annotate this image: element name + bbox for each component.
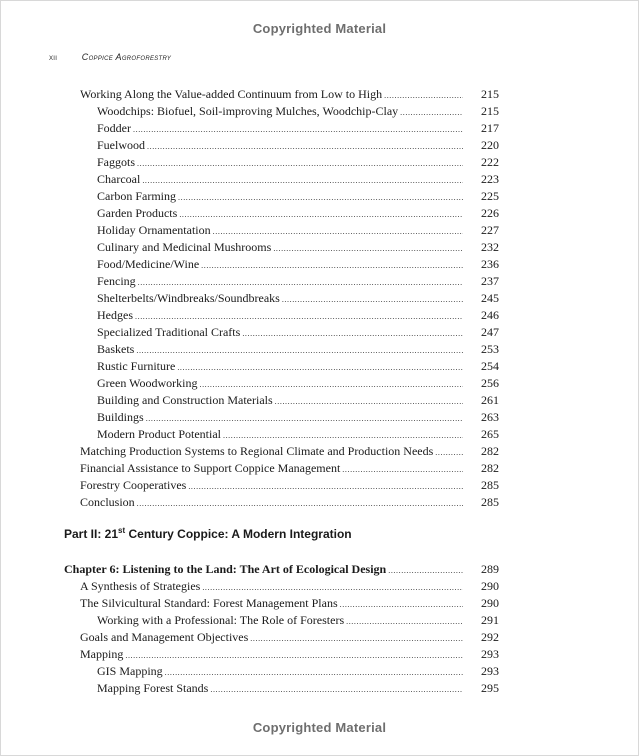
toc-page-number: 282 — [481, 444, 499, 458]
toc-entry — [97, 120, 465, 137]
toc-page-number: 263 — [481, 410, 499, 424]
toc-entry — [97, 392, 465, 409]
toc-entry — [80, 443, 465, 460]
toc-entry — [97, 137, 465, 154]
toc-entry-title: Green Woodworking — [97, 376, 198, 390]
toc-entry-title: Holiday Ornamentation — [97, 223, 211, 237]
toc-entry-title: Working with a Professional: The Role of Foresters — [97, 613, 345, 627]
dot-leader — [125, 647, 463, 664]
toc-page-number: 254 — [481, 359, 499, 373]
dot-leader — [179, 206, 463, 223]
toc-entry-title: Mapping Forest Stands — [97, 681, 209, 695]
dot-leader — [346, 613, 463, 630]
toc-chapter-entry — [64, 561, 465, 578]
toc-entry-title: Food/Medicine/Wine — [97, 257, 200, 271]
toc-entry-title: Mapping — [80, 647, 124, 661]
dot-leader — [177, 359, 463, 376]
dot-leader — [242, 325, 463, 342]
copyright-watermark-top: Copyrighted Material — [252, 21, 387, 36]
toc-entry — [80, 460, 465, 477]
toc-page-number: 253 — [481, 342, 499, 356]
dot-leader — [400, 104, 463, 121]
toc-page-number: 289 — [481, 562, 499, 576]
toc-entry — [97, 358, 465, 375]
dot-leader — [250, 630, 463, 647]
dot-leader — [136, 342, 463, 359]
toc-page-number: 293 — [481, 664, 499, 678]
toc-entry-title: Fuelwood — [97, 138, 145, 152]
dot-leader — [388, 562, 463, 579]
toc-entry-title: Hedges — [97, 308, 133, 322]
toc-entry — [97, 663, 465, 680]
toc-entry-title: Buildings — [97, 410, 144, 424]
toc-page-number: 220 — [481, 138, 499, 152]
toc-page-number: 282 — [481, 461, 499, 475]
toc-page-number: 236 — [481, 257, 499, 271]
toc-entry — [97, 426, 465, 443]
toc-entry-title: Financial Assistance to Support Coppice Management — [80, 461, 341, 475]
toc-page-number: 291 — [481, 613, 499, 627]
toc-entry-title: Faggots — [97, 155, 136, 169]
toc-entry — [97, 205, 465, 222]
part-heading-prefix: Part II: 21 — [64, 527, 119, 541]
dot-leader — [213, 223, 463, 240]
toc-entry-title: Working Along the Value-added Continuum from Low to High — [80, 87, 383, 101]
toc-entry — [97, 290, 465, 307]
dot-leader — [133, 121, 463, 138]
dot-leader — [137, 495, 463, 512]
toc-page-number: 247 — [481, 325, 499, 339]
toc-entry-title: Chapter 6: Listening to the Land: The Art of Ecological Design — [64, 562, 387, 576]
toc-entry-title: Forestry Cooperatives — [80, 478, 187, 492]
toc-entry — [97, 307, 465, 324]
toc-entry — [97, 256, 465, 273]
toc-page-number: 245 — [481, 291, 499, 305]
toc-entry — [97, 324, 465, 341]
toc-entry-title: Garden Products — [97, 206, 178, 220]
dot-leader — [273, 240, 463, 257]
dot-leader — [435, 444, 463, 461]
toc-entry — [97, 239, 465, 256]
toc-entry-title: GIS Mapping — [97, 664, 163, 678]
toc-entry — [80, 578, 465, 595]
toc-page-number: 217 — [481, 121, 499, 135]
toc-page-number: 226 — [481, 206, 499, 220]
toc-page-number: 225 — [481, 189, 499, 203]
toc-entry-title: A Synthesis of Strategies — [80, 579, 201, 593]
toc-page-number: 256 — [481, 376, 499, 390]
toc-page-number: 222 — [481, 155, 499, 169]
part-heading-suffix: Century Coppice: A Modern Integration — [125, 527, 352, 541]
toc-entry-title: The Silvicultural Standard: Forest Management Plans — [80, 596, 338, 610]
toc-entry-title: Baskets — [97, 342, 135, 356]
toc-entry-title: Specialized Traditional Crafts — [97, 325, 241, 339]
toc-entry-title: Charcoal — [97, 172, 141, 186]
toc-page-number: 265 — [481, 427, 499, 441]
toc-entry — [97, 612, 465, 629]
toc-entry-title: Rustic Furniture — [97, 359, 176, 373]
toc-page-number: 227 — [481, 223, 499, 237]
toc-page-number: 290 — [481, 579, 499, 593]
toc-entry — [97, 680, 465, 697]
toc-entry — [97, 375, 465, 392]
dot-leader — [188, 478, 463, 495]
toc-page-number: 285 — [481, 478, 499, 492]
dot-leader — [178, 189, 463, 206]
dot-leader — [340, 596, 463, 613]
toc-page-number: 290 — [481, 596, 499, 610]
toc-entry-title: Fodder — [97, 121, 131, 135]
toc-entry — [97, 188, 465, 205]
dot-leader — [202, 579, 463, 596]
dot-leader — [147, 138, 463, 155]
dot-leader — [275, 393, 463, 410]
toc-page-number: 261 — [481, 393, 499, 407]
toc-page-number: 295 — [481, 681, 499, 695]
toc-page-number: 246 — [481, 308, 499, 322]
toc-entry-title: Building and Construction Materials — [97, 393, 273, 407]
dot-leader — [342, 461, 463, 478]
toc-page-number: 292 — [481, 630, 499, 644]
toc-entry — [97, 341, 465, 358]
toc-entry-title: Woodchips: Biofuel, Soil-improving Mulches, Woodchip-Clay — [97, 104, 399, 118]
dot-leader — [201, 257, 463, 274]
toc-entry — [80, 494, 465, 511]
toc-entry — [97, 222, 465, 239]
toc-entry-title: Shelterbelts/Windbreaks/Soundbreaks — [97, 291, 280, 305]
toc-entry — [80, 646, 465, 663]
dot-leader — [142, 172, 463, 189]
part-heading — [64, 526, 352, 541]
toc-entry-title: Culinary and Medicinal Mushrooms — [97, 240, 272, 254]
page-folio: xii — [49, 52, 58, 62]
toc-entry-title: Carbon Farming — [97, 189, 176, 203]
toc-entry — [97, 409, 465, 426]
copyright-watermark-bottom: Copyrighted Material — [252, 720, 387, 735]
toc-entry — [80, 86, 465, 103]
toc-page-number: 285 — [481, 495, 499, 509]
toc-page-number: 215 — [481, 104, 499, 118]
dot-leader — [282, 291, 463, 308]
book-title: Coppice Agroforestry — [81, 52, 172, 62]
toc-page-number: 223 — [481, 172, 499, 186]
toc-entry — [97, 171, 465, 188]
dot-leader — [137, 155, 463, 172]
part-heading-sup: st — [118, 526, 126, 535]
dot-leader — [165, 664, 463, 681]
dot-leader — [138, 274, 463, 291]
dot-leader — [210, 681, 463, 698]
running-head — [49, 52, 171, 62]
toc-entry-title: Goals and Management Objectives — [80, 630, 249, 644]
dot-leader — [146, 410, 463, 427]
toc-entry-title: Modern Product Potential — [97, 427, 221, 441]
toc-entry — [80, 477, 465, 494]
toc-page-number: 293 — [481, 647, 499, 661]
dot-leader — [223, 427, 463, 444]
toc-entry — [80, 629, 465, 646]
dot-leader — [135, 308, 463, 325]
toc-entry — [97, 273, 465, 290]
toc-entry — [97, 154, 465, 171]
toc-entry-title: Matching Production Systems to Regional Climate and Production Needs — [80, 444, 434, 458]
toc-page-number: 215 — [481, 87, 499, 101]
toc-entry-title: Fencing — [97, 274, 136, 288]
toc-page-number: 232 — [481, 240, 499, 254]
dot-leader — [199, 376, 463, 393]
toc-entry-title: Conclusion — [80, 495, 135, 509]
toc-page-number: 237 — [481, 274, 499, 288]
toc-entry — [80, 595, 465, 612]
dot-leader — [384, 87, 463, 104]
toc-entry — [97, 103, 465, 120]
